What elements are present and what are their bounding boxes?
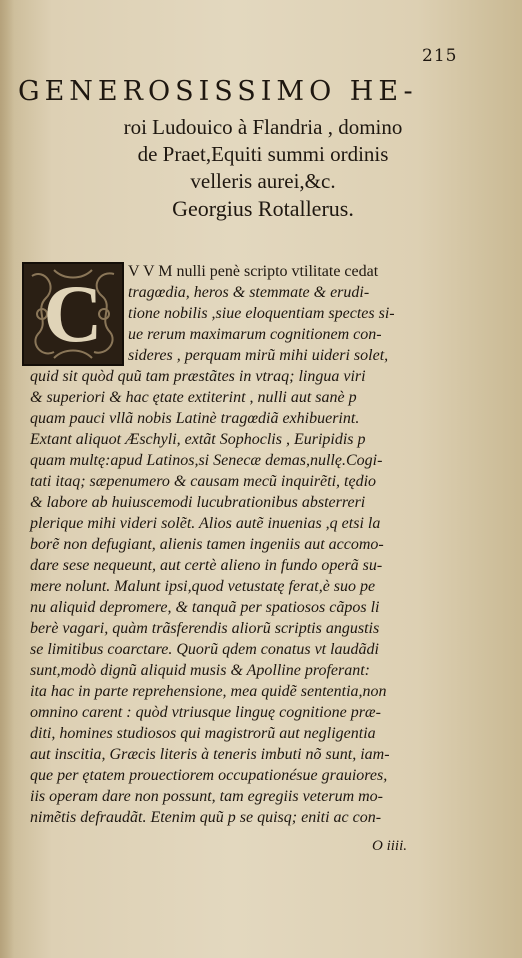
text-line: mere nolunt. Malunt ipsi,quod vetustatę ferat,è suo pe bbox=[30, 578, 376, 595]
text-line: tati itaq; sæpenumero & causam mecũ inquirẽti, tędio bbox=[30, 473, 377, 490]
decorated-initial bbox=[22, 262, 124, 366]
dedication-block bbox=[18, 114, 508, 222]
text-line: & labore ab huiuscemodi lucubrationibus absterreri bbox=[30, 494, 366, 511]
text-line: & superiori & hac ętate extiterint , nulli aut sanè p bbox=[30, 389, 357, 406]
text-line: diti, homines studiosos qui magistrorũ aut negligentia bbox=[30, 725, 376, 742]
author-name: Georgius Rotallerus. bbox=[172, 196, 354, 221]
text-line: omnino carent : quòd vtriusque linguę cognitione præ- bbox=[30, 704, 381, 721]
dedication-heading: GENEROSISSIMO HE- bbox=[18, 76, 418, 107]
text-line: borẽ non defugiant, alienis tamen ingeniis aut accomo- bbox=[30, 536, 384, 553]
text-line: tione nobilis ,siue eloquentiam spectes si- bbox=[128, 305, 395, 322]
text-line: sideres , perquam mirũ mihi uideri solet, bbox=[128, 347, 389, 364]
text-line: plerique mihi videri solẽt. Alios autẽ inuenias ,q etsi la bbox=[30, 515, 381, 532]
text-line: aut inscitia, Græcis literis à teneris imbuti nõ sunt, iam- bbox=[30, 746, 390, 763]
text-line: dare sese nequeunt, aut certè alieno in fundo operã su- bbox=[30, 557, 383, 574]
signature-mark: O iiii. bbox=[372, 838, 408, 854]
text-line: V V M nulli penè scripto vtilitate cedat bbox=[128, 263, 379, 280]
text-line: ue rerum maximarum cognitionem con- bbox=[128, 326, 382, 343]
text-line: quam pauci vllã nobis Latinè tragœdiã exhibuerint. bbox=[30, 410, 360, 427]
text-line: nimẽtis defraudãt. Etenim quũ p se quisq; eniti ac con- bbox=[30, 809, 382, 826]
text-line: que per ętatem prouectiorem occupationésue grauiores, bbox=[30, 767, 388, 784]
text-line: Extant aliquot Æschyli, extãt Sophoclis , Euripidis p bbox=[30, 431, 366, 448]
text-line: se limitibus coarctare. Quorũ qdem conatus vt laudãdi bbox=[30, 641, 379, 658]
text-line: quam multę:apud Latinos,si Senecæ demas,nullę.Cogi- bbox=[30, 452, 383, 469]
dedication-line: de Praet,Equiti summi ordinis bbox=[137, 142, 389, 166]
text-line: nu aliquid depromere, & tanquã per spatiosos cãpos li bbox=[30, 599, 380, 616]
text-line: quid sit quòd quũ tam præstãtes in vtraq; lingua viri bbox=[30, 368, 366, 385]
initial-letter: C bbox=[43, 268, 103, 359]
text-line: sunt,modò dignũ aliquid musis & Apolline proferant: bbox=[30, 662, 371, 679]
text-line: ita hac in parte reprehensione, mea quidẽ sententia,non bbox=[30, 683, 387, 700]
text-line: berè vagari, quàm trãsferendis aliorũ scriptis angustis bbox=[30, 620, 380, 637]
page-number: 215 bbox=[422, 46, 458, 66]
dedication-line: velleris aurei,&c. bbox=[190, 169, 336, 193]
dedication-line: roi Ludouico à Flandria , domino bbox=[123, 115, 403, 139]
text-line: iis operam dare non possunt, tam egregiis veterum mo- bbox=[30, 788, 383, 805]
text-line: tragœdia, heros & stemmate & erudi- bbox=[128, 284, 370, 301]
